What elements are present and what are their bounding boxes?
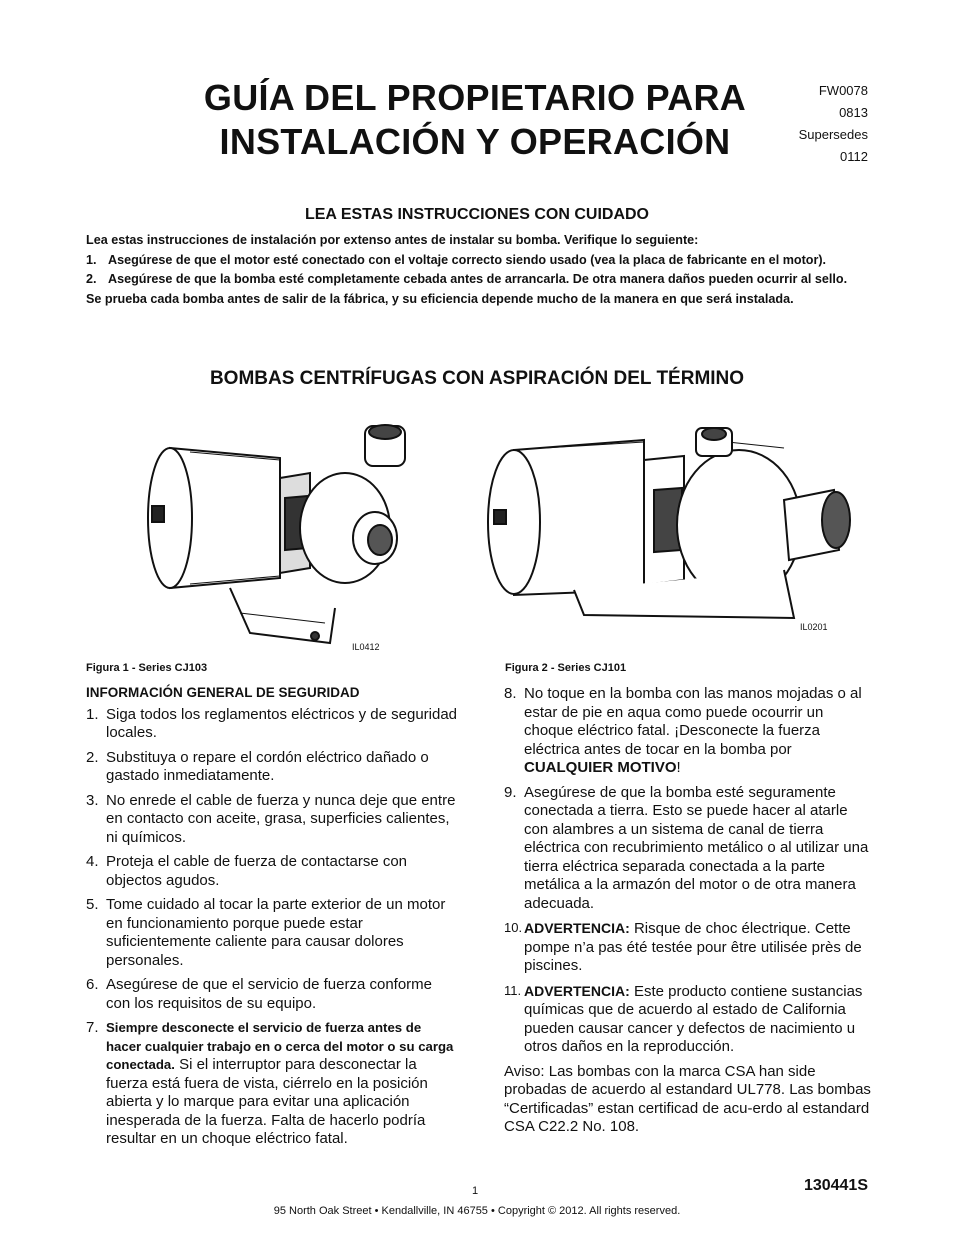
safety-left-column [86, 684, 458, 1155]
list-item [86, 853, 458, 890]
safety-list-left [86, 706, 458, 1149]
list-number: 8. [504, 685, 517, 702]
figure-1-caption: Figura 1 - Series CJ103 [86, 662, 208, 674]
item8-bold: CUALQUIER MOTIVO [524, 759, 677, 776]
list-item [504, 784, 872, 914]
list-number: 4. [86, 853, 99, 870]
list-item [86, 253, 868, 269]
list-item [86, 976, 458, 1013]
bold-warning: Siempre desconecte el servicio de fuerza antes de hacer cualquier trabajo en o cerca del motor o su carga conectada. [106, 1020, 454, 1072]
pumps-heading: BOMBAS CENTRÍFUGAS CON ASPIRACIÓN DEL TÉRMINO [209, 368, 745, 389]
closing-text: Se prueba cada bomba antes de salir de la fábrica, y su eficiencia depende mucho de la manera en que será instalada. [86, 291, 794, 306]
list-text [524, 982, 872, 1057]
list-text: Tome cuidado al tocar la parte exterior de un motor en funcionamiento porque puede estar suficientemente caliente para causar dolores personales. [106, 896, 446, 969]
document-reference [799, 80, 868, 168]
list-text [106, 1019, 458, 1149]
safety-list-right [504, 685, 872, 1057]
intro-text: Lea estas instrucciones de instalación por extenso antes de instalar su bomba. Verifique lo seguiente: [86, 233, 699, 247]
list-item [86, 896, 458, 970]
list-text: No enrede el cable de fuerza y nunca deje que entre en contacto con aceite, grasa, superficies calientes, ni químicos. [106, 791, 456, 846]
item10-text: Risque de choc électrique. Cette pompe n’a pas été testée pour être utilisée près de piscines. [524, 920, 862, 974]
list-item [504, 982, 872, 1057]
list-number: 3. [86, 791, 99, 809]
list-text [524, 919, 872, 976]
item11-bold: ADVERTENCIA: [524, 982, 630, 999]
list-text: Substituya o repare el cordón eléctrico dañado o gastado inmediatamente. [106, 748, 429, 784]
list-number: 10. [504, 920, 523, 935]
page-number: 1 [472, 1185, 479, 1197]
list-text: Asegúrese de que la bomba esté seguramente conectada a tierra. Esto se puede hacer al atarle con alambres a un sistema de canal de tierra eléctrica con recubrimiento metálico o al utilizar una tierra eléctrica separada conectada a la parte metálica a la armazón del motor o de otra manera adecuada. [524, 783, 869, 912]
aviso-note: Aviso: Las bombas con la marca CSA han side probadas de acuerdo al estandard UL778. Las bombas “Certificadas” estan certificad de acu-erdo al estandard CSA C22.2 No. 108. [504, 1062, 871, 1135]
list-number: 1. [86, 705, 99, 723]
list-text: Asegúrese de que el servicio de fuerza conforme con los requisitos de su equipo. [106, 976, 433, 1012]
figure-1-code: IL0412 [352, 642, 380, 652]
read-instructions-block [86, 233, 868, 311]
safety-heading: INFORMACIÓN GENERAL DE SEGURIDAD [86, 685, 360, 700]
list-text: Siga todos los reglamentos eléctricos y de seguridad locales. [106, 705, 458, 741]
warning-text: Si el interruptor para desconectar la fuerza está fuera de vista, ciérrelo en la posición abierta y lo marque para evitar una aplicación inesperada de la fuerza. Falta de hacerlo podría resultar en un choque eléctrico fatal. [106, 1056, 428, 1147]
figure-2-caption: Figura 2 - Series CJ101 [505, 662, 627, 674]
list-item [86, 272, 868, 288]
read-instructions-heading: LEA ESTAS INSTRUCCIONES CON CUIDADO [304, 206, 649, 223]
list-number: 6. [86, 976, 99, 993]
safety-right-column [504, 685, 872, 1137]
title-line-2: INSTALACIÓN Y OPERACIÓN [219, 121, 731, 162]
doc-ref-date: 0813 [839, 105, 868, 120]
footer-address: 95 North Oak Street • Kendallville, IN 46755 • Copyright © 2012. All rights reserved. [273, 1205, 681, 1217]
document-number: 130441S [803, 1177, 868, 1194]
doc-ref-code: FW0078 [818, 83, 868, 98]
item10-bold: ADVERTENCIA: [524, 920, 630, 936]
item8-end: ! [676, 759, 681, 776]
list-number: 2. [86, 272, 97, 286]
list-item [504, 685, 872, 778]
list-number: 5. [86, 896, 99, 913]
list-number: 9. [504, 783, 517, 801]
page-title [130, 76, 820, 164]
centrifugal-pump-cj101-illustration [484, 420, 864, 630]
list-item [86, 749, 458, 786]
list-number: 11. [504, 982, 522, 998]
figure-2-code: IL0201 [800, 622, 828, 632]
item8-text: No toque en la bomba con las manos mojadas o al estar de pie en aqua como puede ocourrir un choque eléctrico fatal. ¡Desconecte la fuerza eléctrica antes de tocar en la bomba por [524, 685, 862, 758]
centrifugal-pump-cj103-illustration [130, 418, 430, 658]
list-text: Proteja el cable de fuerza de contactarse con objectos agudos. [106, 853, 408, 889]
list-number: 1. [86, 252, 97, 267]
title-line-1: GUÍA DEL PROPIETARIO PARA [203, 77, 747, 118]
list-text [524, 685, 872, 778]
doc-ref-old-date: 0112 [840, 149, 868, 164]
list-item [504, 919, 872, 976]
doc-ref-supersedes: Supersedes [798, 127, 868, 142]
list-number: 2. [86, 748, 99, 766]
list-item [86, 792, 458, 848]
list-text: Asegúrese de que la bomba esté completamente cebada antes de arrancarla. De otra manera daños pueden ocurrir al sello. [108, 272, 848, 286]
list-number: 7. [86, 1019, 99, 1036]
list-text: Asegúrese de que el motor esté conectado con el voltaje correcto siendo usado (vea la placa de fabricante en el motor). [108, 252, 827, 267]
list-item [86, 1019, 458, 1149]
item11-text: Este producto contiene sustancias químicas que de acuerdo al estado de California pueden causar cancer y defectos de nacimiento u otros daños en la reproducción. [524, 982, 863, 1055]
list-item [86, 706, 458, 743]
